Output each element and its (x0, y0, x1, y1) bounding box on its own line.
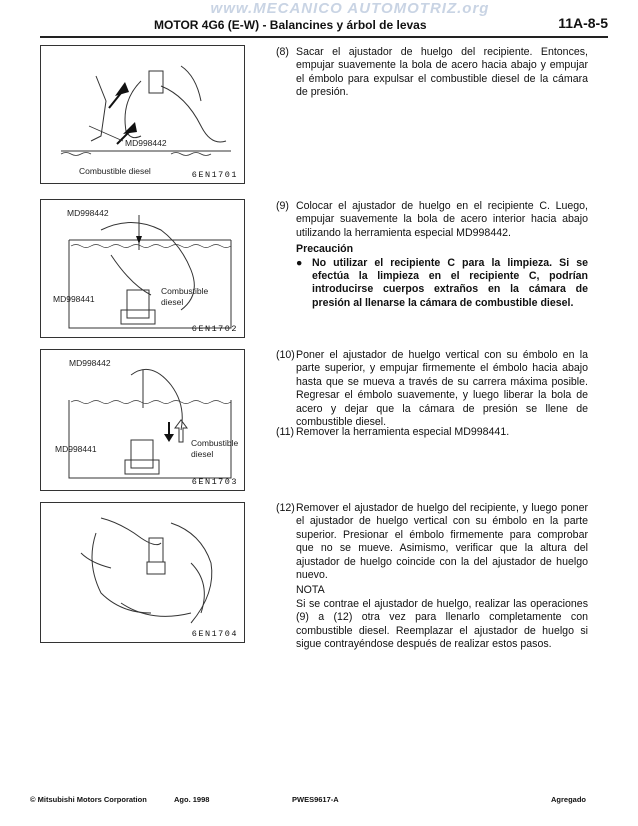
callout-md998442: MD998442 (69, 358, 111, 368)
figure-code: 6EN1702 (191, 324, 238, 334)
step-number: (10) (276, 349, 295, 361)
step-10 (276, 349, 588, 429)
step-12 (276, 502, 588, 651)
footer-copyright (30, 795, 147, 804)
footer-doc-code: PWES9617-A (292, 795, 339, 804)
step-text: Colocar el ajustador de huelgo en el recipiente C. Luego, empujar suavemente la bola de acero interior hacia abajo utilizando la herramienta especial MD998442. (296, 200, 588, 239)
caution-text: No utilizar el recipiente C para la limpieza. Si se efectúa la limpieza en el recipiente C, podrían introducirse cuerpos extraños en la cámara de presión al llenarse la cámara de combustible diesel. (312, 256, 588, 309)
page-title: MOTOR 4G6 (E-W) - Balancines y árbol de levas (154, 18, 427, 32)
figure-illustration (41, 350, 244, 490)
footer-status: Agregado (550, 795, 586, 804)
figure-illustration (41, 503, 244, 642)
step-8 (276, 46, 588, 100)
figure-code: 6EN1701 (191, 170, 238, 180)
step-text: Remover el ajustador de huelgo del recipiente, y luego poner el ajustador de huelgo vertical con su émbolo en la parte superior. Presionar el émbolo firmemente para comprobar que no se mueve. Asimismo, verificar que la altura del ajustador de huelgo coincide con la del ajustador de huelgo nuevo. (296, 502, 588, 582)
caution-heading: Precaución (296, 243, 354, 256)
callout-md998442: MD998442 (125, 138, 167, 148)
figure-6en1702 (40, 199, 245, 338)
callout-diesel: diesel (161, 297, 184, 307)
callout-md998441: MD998441 (55, 444, 97, 454)
copyright-icon: © (30, 795, 38, 804)
page-number: 11A-8-5 (558, 15, 608, 31)
figure-illustration (41, 46, 244, 183)
step-text: Remover la herramienta especial MD998441. (296, 426, 510, 438)
bullet-icon: ● (296, 256, 303, 269)
footer-company: Mitsubishi Motors Corporation (37, 795, 147, 804)
callout-md998442: MD998442 (67, 208, 109, 218)
callout-combustible-diesel: Combustible diesel (79, 166, 151, 176)
step-text: Sacar el ajustador de huelgo del recipiente. Entonces, empujar suavemente la bola de acero hacia abajo y empujar el émbolo para expulsar el combustible diesel de la cámara de presión. (296, 46, 588, 99)
figure-code: 6EN1703 (191, 477, 238, 487)
step-11 (276, 426, 588, 439)
footer-date: Ago. 1998 (174, 795, 210, 804)
watermark: www.MECANICO AUTOMOTRIZ.org (210, 0, 490, 17)
caution-bullet (296, 257, 588, 311)
step-number: (11) (276, 426, 295, 438)
figure-6en1703 (40, 349, 245, 491)
callout-diesel: diesel (191, 449, 214, 459)
note-heading: NOTA (296, 584, 325, 597)
step-9 (276, 200, 588, 310)
callout-combustible: Combustible (161, 286, 209, 296)
figure-6en1701 (40, 45, 245, 184)
callout-combustible: Combustible (191, 438, 239, 448)
step-number: (8) (276, 46, 289, 58)
header-divider (40, 36, 608, 38)
note-text: Si se contrae el ajustador de huelgo, realizar las operaciones (9) a (12) otra vez para llenarlo completamente con combustible diesel. Reemplazar el ajustador de huelgo si sigue contrayéndose después de realizar estos pasos. (296, 597, 588, 651)
figure-6en1704 (40, 502, 245, 643)
step-number: (12) (276, 502, 295, 514)
step-text: Poner el ajustador de huelgo vertical con su émbolo en la parte superior, y empujar firmemente el émbolo hacia abajo hasta que se mueva a través de su carrera máxima posible. Regresar el émbolo suavemente, y luego liberar la bola de acero y dejar que la cámara de presión se llene de combustible diesel. (296, 349, 588, 429)
callout-md998441: MD998441 (53, 294, 95, 304)
figure-illustration (41, 200, 244, 337)
figure-code: 6EN1704 (191, 629, 238, 639)
step-number: (9) (276, 200, 289, 212)
